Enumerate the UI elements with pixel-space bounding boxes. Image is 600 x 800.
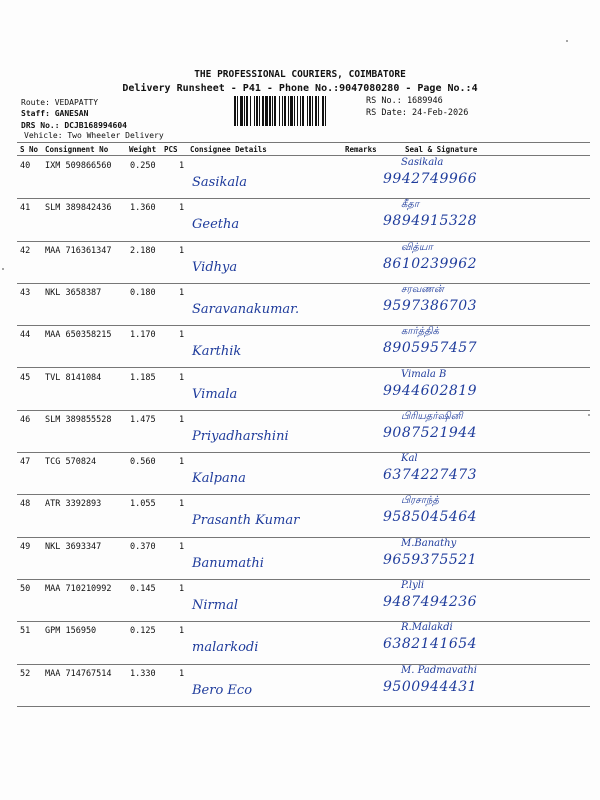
header-bottom-rule — [17, 155, 590, 156]
consignment-number: SLM 389842436 — [45, 203, 112, 214]
consignment-number: SLM 389855528 — [45, 414, 112, 425]
pieces-count: 1 — [179, 287, 185, 298]
barcode-bar — [300, 96, 301, 126]
runsheet-title: Delivery Runsheet - P41 - Phone No.:9047080280 - Page No.:4 — [122, 83, 478, 94]
table-row — [17, 242, 590, 284]
barcode-bar — [256, 96, 258, 126]
consignment-number: ATR 3392893 — [45, 499, 102, 510]
serial-number: 49 — [20, 541, 31, 552]
handwritten-phone: 9585045464 — [383, 509, 478, 526]
weight-value: 1.360 — [130, 203, 156, 214]
weight-value: 1.185 — [130, 372, 156, 383]
handwritten-phone: 6382141654 — [383, 636, 478, 653]
weight-value: 0.145 — [130, 584, 156, 594]
weight-value: 0.180 — [130, 287, 156, 298]
handwritten-phone: 9944602819 — [383, 382, 478, 399]
pieces-count: 1 — [179, 499, 185, 510]
pieces-count: 1 — [179, 457, 185, 468]
handwritten-consignee-name: Banumathi — [192, 555, 264, 571]
barcode-bar — [312, 96, 313, 126]
consignment-number: MAA 716361347 — [45, 245, 112, 256]
scan-speck — [588, 414, 590, 416]
handwritten-phone: 9597386703 — [383, 297, 478, 314]
col-remarks: Remarks — [345, 145, 377, 154]
table-row — [17, 326, 590, 368]
barcode-bar — [265, 96, 268, 126]
consignment-number: NKL 3658387 — [45, 287, 102, 298]
barcode-bar — [284, 96, 286, 126]
table-row — [17, 411, 590, 453]
barcode-bar — [279, 96, 280, 126]
consignment-number: TVL 8141084 — [45, 372, 102, 383]
serial-number: 45 — [20, 372, 31, 383]
handwritten-signature: Vimala B — [401, 368, 447, 380]
consignment-number: NKL 3693347 — [45, 541, 102, 552]
pieces-count: 1 — [179, 541, 185, 552]
handwritten-phone: 9500944431 — [383, 678, 478, 695]
consignment-number: TCG 570824 — [45, 457, 97, 468]
barcode-bar — [272, 96, 273, 126]
serial-number: 42 — [20, 245, 31, 256]
barcode-bar — [237, 96, 238, 126]
route-label: Route: VEDAPATTY — [21, 98, 99, 107]
handwritten-signature: பிரசாந்த் — [401, 495, 439, 507]
scan-speck — [2, 268, 4, 270]
barcode-bar — [297, 96, 298, 126]
consignment-number: MAA 650358215 — [45, 330, 112, 341]
serial-number: 41 — [20, 203, 31, 214]
handwritten-signature: சரவணன் — [401, 283, 444, 295]
barcode-bar — [309, 96, 311, 126]
handwritten-consignee-name: Geetha — [192, 217, 240, 233]
handwritten-consignee-name: Kalpana — [192, 471, 246, 487]
vehicle-label: Vehicle: Two Wheeler Delivery — [24, 131, 164, 140]
table-row — [17, 580, 590, 622]
handwritten-consignee-name: Saravanakumar. — [192, 301, 300, 317]
barcode-bar — [240, 96, 243, 126]
handwritten-signature: வித்யா — [401, 241, 433, 253]
pieces-count: 1 — [179, 626, 185, 637]
barcode-bar — [244, 96, 245, 126]
handwritten-phone: 8610239962 — [383, 255, 478, 272]
serial-number: 40 — [20, 161, 31, 171]
handwritten-consignee-name: Bero Eco — [192, 682, 253, 698]
weight-value: 1.330 — [130, 668, 156, 679]
col-seal: Seal & Signature — [405, 145, 478, 154]
barcode-bar — [290, 96, 293, 126]
handwritten-signature: பிரியதர்ஷினி — [401, 410, 463, 422]
handwritten-phone: 9659375521 — [383, 551, 478, 568]
consignment-number: MAA 710210992 — [45, 584, 112, 594]
weight-value: 1.170 — [130, 330, 156, 341]
weight-value: 0.250 — [130, 161, 156, 171]
col-weight: Weight — [129, 145, 157, 154]
serial-number: 43 — [20, 287, 31, 298]
barcode-bar — [234, 96, 236, 126]
weight-value: 0.370 — [130, 541, 156, 552]
barcode-bar — [254, 96, 255, 126]
consignment-number: IXM 509866560 — [45, 161, 112, 171]
serial-number: 44 — [20, 330, 31, 341]
serial-number: 52 — [20, 668, 31, 679]
serial-number: 50 — [20, 584, 31, 594]
barcode — [234, 96, 362, 126]
handwritten-phone: 8905957457 — [383, 340, 478, 357]
table-row — [17, 199, 590, 241]
barcode-bar — [315, 96, 317, 126]
handwritten-consignee-name: Nirmal — [192, 598, 238, 613]
rs-date: RS Date: 24-Feb-2026 — [366, 108, 469, 118]
barcode-bar — [325, 96, 326, 126]
col-consignment: Consignment No — [45, 145, 109, 154]
handwritten-consignee-name: Vimala — [192, 386, 238, 402]
pieces-count: 1 — [179, 203, 185, 214]
pieces-count: 1 — [179, 161, 185, 171]
handwritten-signature: R.Malakdi — [401, 622, 453, 634]
pieces-count: 1 — [179, 668, 185, 679]
weight-value: 0.560 — [130, 457, 156, 468]
handwritten-phone: 9487494236 — [383, 594, 478, 610]
header-top-rule — [17, 142, 590, 143]
table-row — [17, 495, 590, 537]
table-row — [17, 284, 590, 326]
barcode-bar — [282, 96, 283, 126]
drs-label: DRS No.: DCJB168994604 — [21, 121, 127, 130]
serial-number: 48 — [20, 499, 31, 510]
col-pcs: PCS — [164, 145, 178, 154]
barcode-bar — [302, 96, 304, 126]
barcode-bar — [250, 96, 251, 126]
handwritten-phone: 6374227473 — [383, 467, 478, 484]
barcode-bar — [269, 96, 271, 126]
handwritten-signature: Kal — [401, 453, 418, 465]
consignment-number: GPM 156950 — [45, 626, 97, 637]
table-row — [17, 453, 590, 495]
rs-number: RS No.: 1689946 — [366, 96, 443, 106]
handwritten-consignee-name: Sasikala — [192, 175, 248, 190]
pieces-count: 1 — [179, 372, 185, 383]
table-row — [17, 665, 590, 707]
barcode-bar — [294, 96, 295, 126]
handwritten-phone: 9942749966 — [383, 171, 478, 187]
handwritten-signature: P.lyli — [401, 580, 425, 591]
serial-number: 47 — [20, 457, 31, 468]
consignment-number: MAA 714767514 — [45, 668, 112, 679]
handwritten-signature: Sasikala — [401, 157, 444, 168]
barcode-bar — [322, 96, 324, 126]
table-row — [17, 622, 590, 664]
pieces-count: 1 — [179, 414, 185, 425]
barcode-bar — [274, 96, 276, 126]
barcode-bar — [259, 96, 260, 126]
company-title: THE PROFESSIONAL COURIERS, COIMBATORE — [194, 69, 406, 80]
handwritten-signature: M.Banathy — [401, 537, 457, 549]
barcode-bar — [288, 96, 289, 126]
weight-value: 0.125 — [130, 626, 156, 637]
barcode-bar — [318, 96, 319, 126]
col-sno: S No — [20, 145, 39, 154]
barcode-bar — [307, 96, 308, 126]
serial-number: 46 — [20, 414, 31, 425]
staff-label: Staff: GANESAN — [21, 109, 89, 118]
handwritten-consignee-name: Karthik — [192, 344, 242, 360]
weight-value: 1.475 — [130, 414, 156, 425]
pieces-count: 1 — [179, 330, 185, 341]
handwritten-signature: கீதா — [401, 199, 420, 211]
weight-value: 1.055 — [130, 499, 156, 510]
handwritten-phone: 9894915328 — [383, 213, 478, 230]
pieces-count: 1 — [179, 245, 185, 256]
scan-speck — [566, 40, 568, 42]
serial-number: 51 — [20, 626, 31, 637]
table-row — [17, 157, 590, 199]
pieces-count: 1 — [179, 584, 185, 594]
barcode-bar — [246, 96, 248, 126]
handwritten-signature: M. Padmavathi — [401, 664, 477, 676]
handwritten-consignee-name: malarkodi — [192, 640, 259, 656]
weight-value: 2.180 — [130, 245, 156, 256]
row-divider — [17, 706, 590, 707]
table-row — [17, 369, 590, 411]
col-consignee: Consignee Details — [190, 145, 267, 154]
table-row — [17, 538, 590, 580]
barcode-bar — [262, 96, 264, 126]
handwritten-signature: கார்த்திக் — [401, 326, 439, 338]
handwritten-phone: 9087521944 — [383, 424, 478, 441]
handwritten-consignee-name: Prasanth Kumar — [192, 513, 300, 529]
handwritten-consignee-name: Priyadharshini — [192, 428, 289, 444]
handwritten-consignee-name: Vidhya — [192, 259, 238, 275]
